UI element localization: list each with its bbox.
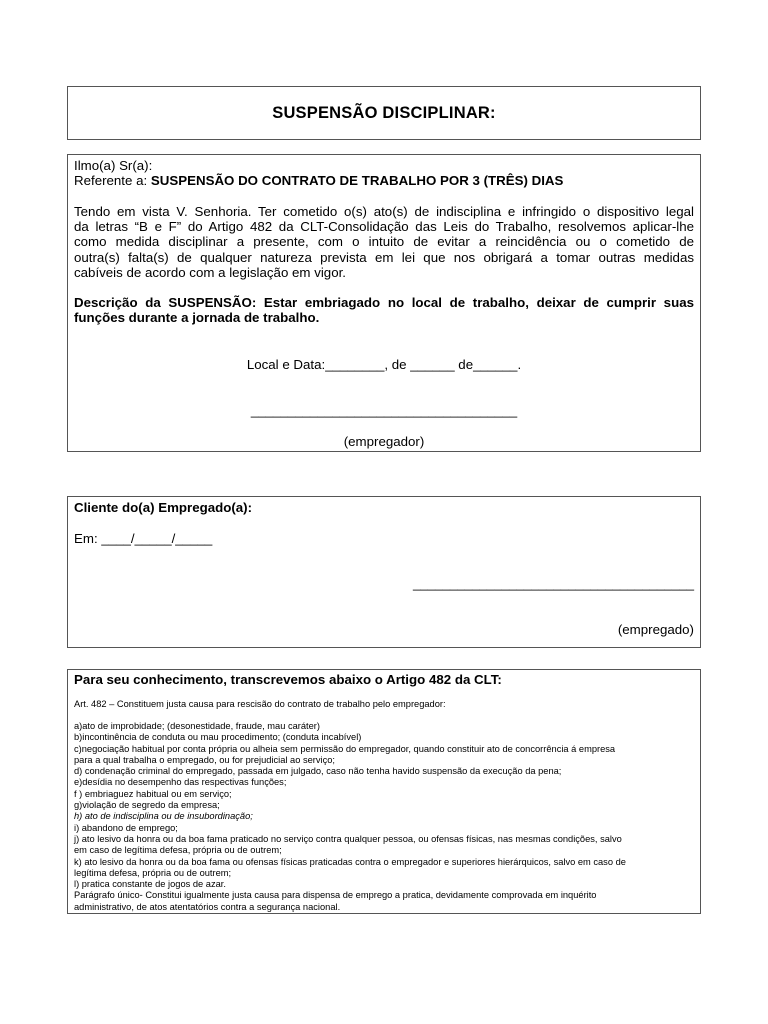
- reference-line: [74, 173, 563, 188]
- employer-signature-line: ____________________________________: [250, 403, 518, 418]
- title-box: [67, 86, 701, 140]
- article-intro-text: Art. 482 – Constituem justa causa para rescisão do contrato de trabalho pelo empregador:: [74, 699, 446, 709]
- body-line: Tendo em vista V. Senhoria. Ter cometido o(s) ato(s) de indisciplina e infringido o dispositivo legal: [74, 204, 694, 219]
- article-item: a)ato de improbidade; (desonestidade, fraude, mau caráter): [74, 721, 320, 731]
- article-item: administrativo, de atos atentatórios contra a segurança nacional.: [74, 901, 341, 912]
- article-item: f ) embriaguez habitual ou em serviço;: [74, 788, 232, 799]
- article-item: b)incontinência de conduta ou mau procedimento; (conduta incabível): [74, 732, 362, 743]
- employee-signer-label: (empregado): [617, 622, 694, 637]
- article-item: j) ato lesivo da honra ou da boa fama praticado no serviço contra qualquer pessoa, ou ofensas físicas, nas mesmas condições, salvo: [74, 833, 622, 844]
- article-item: legítima defesa, própria ou de outrem;: [74, 867, 232, 878]
- article-box: [67, 669, 701, 914]
- letter-box: [67, 154, 701, 452]
- document-title: SUSPENSÃO DISCIPLINAR:: [272, 104, 496, 122]
- employer-signer-label: (empregador): [343, 434, 425, 449]
- description-line: Descrição da SUSPENSÃO: Estar embriagado no local de trabalho, deixar de cumprir suas: [74, 295, 694, 310]
- article-item: h) ato de indisciplina ou de insubordinação;: [74, 811, 253, 822]
- article-item: para a qual trabalha o empregado, ou for prejudicial ao serviço;: [74, 754, 335, 765]
- article-item: g)violação de segredo da empresa;: [74, 800, 220, 811]
- reference-label: Referente a:: [74, 173, 148, 188]
- letter-body: [74, 204, 694, 280]
- employee-signature-line: ______________________________________: [412, 576, 694, 591]
- article-item: i) abandono de emprego;: [74, 822, 178, 833]
- body-line: da letras “B e F” do Artigo 482 da CLT-Consolidação das Leis do Trabalho, resolvemos aplicar-lhe: [74, 219, 694, 235]
- client-box: [67, 496, 701, 648]
- suspension-description: [74, 295, 694, 325]
- client-heading: Cliente do(a) Empregado(a):: [74, 500, 253, 515]
- article-item: Parágrafo único- Constitui igualmente justa causa para dispensa de emprego a pratica, devidamente comprovada em inquérito: [74, 890, 597, 901]
- article-item: l) pratica constante de jogos de azar.: [74, 879, 226, 890]
- client-date-line: Em: ____/_____/_____: [74, 531, 213, 546]
- article-item: k) ato lesivo da honra ou da boa fama ou ofensas físicas praticadas contra o empregador e superiores hierárquicos, salvo em caso de: [74, 856, 626, 867]
- article-items: [74, 721, 694, 913]
- article-item: d) condenação criminal do empregado, passada em julgado, caso não tenha havido suspensão da execução da pena;: [74, 766, 562, 777]
- place-date: Local e Data:________, de ______ de______.: [246, 357, 522, 372]
- article-heading: Para seu conhecimento, transcrevemos abaixo o Artigo 482 da CLT:: [74, 672, 502, 687]
- reference-value: SUSPENSÃO DO CONTRATO DE TRABALHO POR 3 (TRÊS) DIAS: [150, 173, 564, 188]
- article-item: e)desídia no desempenho das respectivas funções;: [74, 777, 287, 788]
- salutation: Ilmo(a) Sr(a):: [74, 158, 153, 173]
- body-line: cabíveis de acordo com a legislação em vigor.: [74, 264, 346, 280]
- body-line: como medida disciplinar a presente, com o intuito de evitar a reincidência ou o cometido de: [74, 234, 694, 250]
- description-line: funções durante a jornada de trabalho.: [74, 310, 320, 326]
- article-item: c)negociação habitual por conta própria ou alheia sem permissão do empregador, quando constituir ato de concorrência á empresa: [74, 743, 616, 754]
- article-intro: [74, 699, 694, 710]
- article-item: em caso de legítima defesa, própria ou de outrem;: [74, 845, 282, 856]
- body-line: outra(s) falta(s) de qualquer natureza prevista em lei que nos obrigará a tomar outras medidas: [74, 249, 694, 265]
